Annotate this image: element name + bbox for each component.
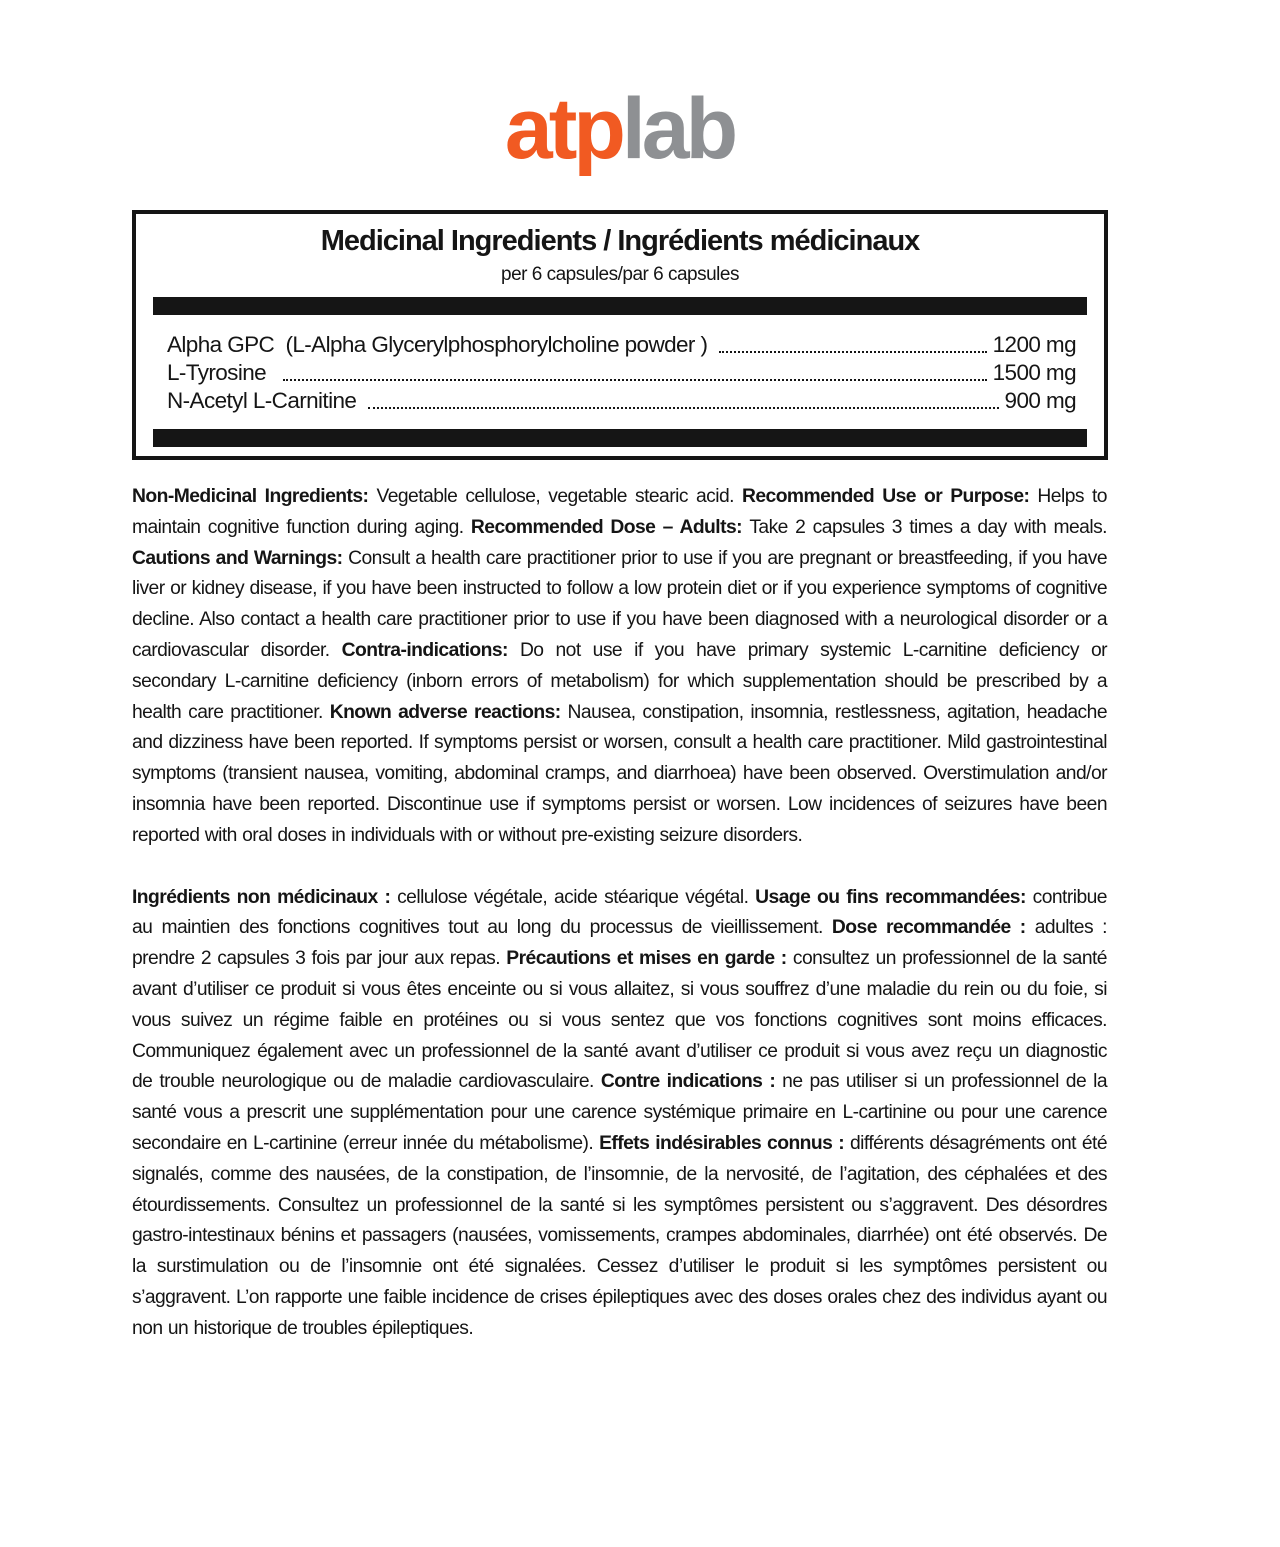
- body-text-run: Vegetable cellulose, vegetable stearic acid.: [376, 486, 742, 507]
- body-text-run: Do not use if you have primary systemic L-carnitine deficiency or secondary L-carnitine deficiency (inborn errors of metabolism) for which supplementation should be prescribed by a health care practitioner.: [132, 639, 1107, 723]
- ingredient-row: [167, 359, 1076, 387]
- ingredient-amount: 900 mg: [1004, 388, 1076, 413]
- section-heading-run: Effets indésirables connus :: [599, 1132, 850, 1154]
- dot-leader: [719, 331, 987, 353]
- body-text-run: adultes : prendre 2 capsules 3 fois par jour aux repas.: [132, 917, 1107, 970]
- brand-logo-atp-text: atp: [504, 81, 622, 177]
- section-heading-run: Recommended Dose – Adults:: [470, 516, 750, 538]
- section-heading-run: Dose recommandée :: [831, 917, 1035, 939]
- ingredient-amount: 1500 mg: [992, 360, 1076, 385]
- brand-logo-lab-text: lab: [621, 81, 735, 177]
- section-heading-run: Usage ou fins recommandées:: [755, 886, 1033, 908]
- body-text-run: Consult a health care practitioner prior to use if you are pregnant or breastfeeding, if you have liver or kidney disease, if you have been instructed to follow a low protein diet or if you experience symptoms of cognitive decline. Also contact a health care practitioner prior to use if you have been diagnosed with a neurological disorder or a cardiovascular disorder.: [132, 547, 1107, 661]
- section-heading-run: Contra-indications:: [341, 639, 520, 661]
- panel-subtitle: per 6 capsules/par 6 capsules: [501, 264, 739, 285]
- section-heading-run: Ingrédients non médicinaux :: [132, 886, 398, 908]
- divider-bar-bottom: [153, 429, 1087, 447]
- ingredient-name: L-Tyrosine: [167, 360, 278, 385]
- section-heading-run: Non-Medicinal Ingredients:: [132, 486, 377, 507]
- body-text-run: contribue au maintien des fonctions cognitives tout au long du processus de vieillissement.: [132, 886, 1107, 939]
- body-text-run: cellulose végétale, acide stéarique végétal.: [397, 886, 756, 908]
- dot-leader: [283, 359, 986, 381]
- ingredient-name: Alpha GPC (L-Alpha Glycerylphosphorylcholine powder ): [167, 332, 714, 357]
- section-heading-run: Contre indications :: [600, 1071, 783, 1093]
- section-heading-run: Précautions et mises en garde :: [506, 948, 793, 970]
- body-text-run: Take 2 capsules 3 times a day with meals.: [749, 516, 1107, 538]
- body-text-run: consultez un professionnel de la santé avant d’utiliser ce produit si vous êtes enceinte ou si vous allaitez, si vous souffrez d’une maladie du rein ou du foie, si vous suivez un régime faible en protéines ou si vous sentez que vos fonctions cognitives sont moins efficaces. Communiquez également avec un professionnel de la santé avant d’utiliser ce produit si vous avez reçu un diagnostic de trouble neurologique ou de maladie cardiovasculaire.: [132, 948, 1107, 1093]
- ingredient-amount: 1200 mg: [992, 332, 1076, 357]
- medicinal-ingredients-panel: [132, 210, 1108, 460]
- body-text-run: ne pas utiliser si un professionnel de la santé vous a prescrit une supplémentation pour une carence systémique primaire en L-cartinine ou pour une carence secondaire en L-cartinine (erreur innée du métabolisme).: [132, 1071, 1107, 1154]
- divider-bar-top: [153, 297, 1087, 315]
- section-heading-run: Recommended Use or Purpose:: [741, 486, 1038, 507]
- body-text-run: Helps to maintain cognitive function during aging.: [132, 486, 1107, 538]
- brand-logo: [132, 0, 1107, 177]
- body-text-run: différents désagréments ont été signalés, comme des nausées, de la constipation, de l’insomnie, de la nervosité, de l’agitation, des céphalées et des étourdissements. Consultez un professionnel de la santé si les symptômes persistent ou s’aggravent. Des désordres gastro-intestinaux bénins et passagers (nausées, vomissements, crampes abdominales, diarrhée) ont été observés. De la surstimulation ou de l’insomnie ont été signalées. Cessez d’utiliser le produit si les symptômes persistent ou s’aggravent. L’on rapporte une faible incidence de crises épileptiques avec des doses orales chez des individus ayant ou non un historique de troubles épileptiques.: [132, 1132, 1107, 1339]
- body-text-run: Nausea, constipation, insomnia, restlessness, agitation, headache and dizziness have been reported. If symptoms persist or worsen, consult a health care practitioner. Mild gastrointestinal symptoms (transient nausea, vomiting, abdominal cramps, and diarrhoea) have been observed. Overstimulation and/or insomnia have been reported. Discontinue use if symptoms persist or worsen. Low incidences of seizures have been reported with oral doses in individuals with or without pre-existing seizure disorders.: [132, 701, 1107, 846]
- ingredient-row: [167, 387, 1076, 415]
- ingredient-name: N-Acetyl L-Carnitine: [167, 388, 362, 413]
- english-info-paragraph: [132, 482, 1107, 852]
- panel-title: Medicinal Ingredients / Ingrédients médicinaux: [320, 225, 920, 257]
- ingredient-list: [167, 331, 1076, 415]
- section-heading-run: Known adverse reactions:: [329, 701, 568, 723]
- section-heading-run: Cautions and Warnings:: [132, 547, 349, 569]
- ingredient-row: [167, 331, 1076, 359]
- dot-leader: [368, 387, 999, 409]
- french-info-paragraph: [132, 883, 1107, 1345]
